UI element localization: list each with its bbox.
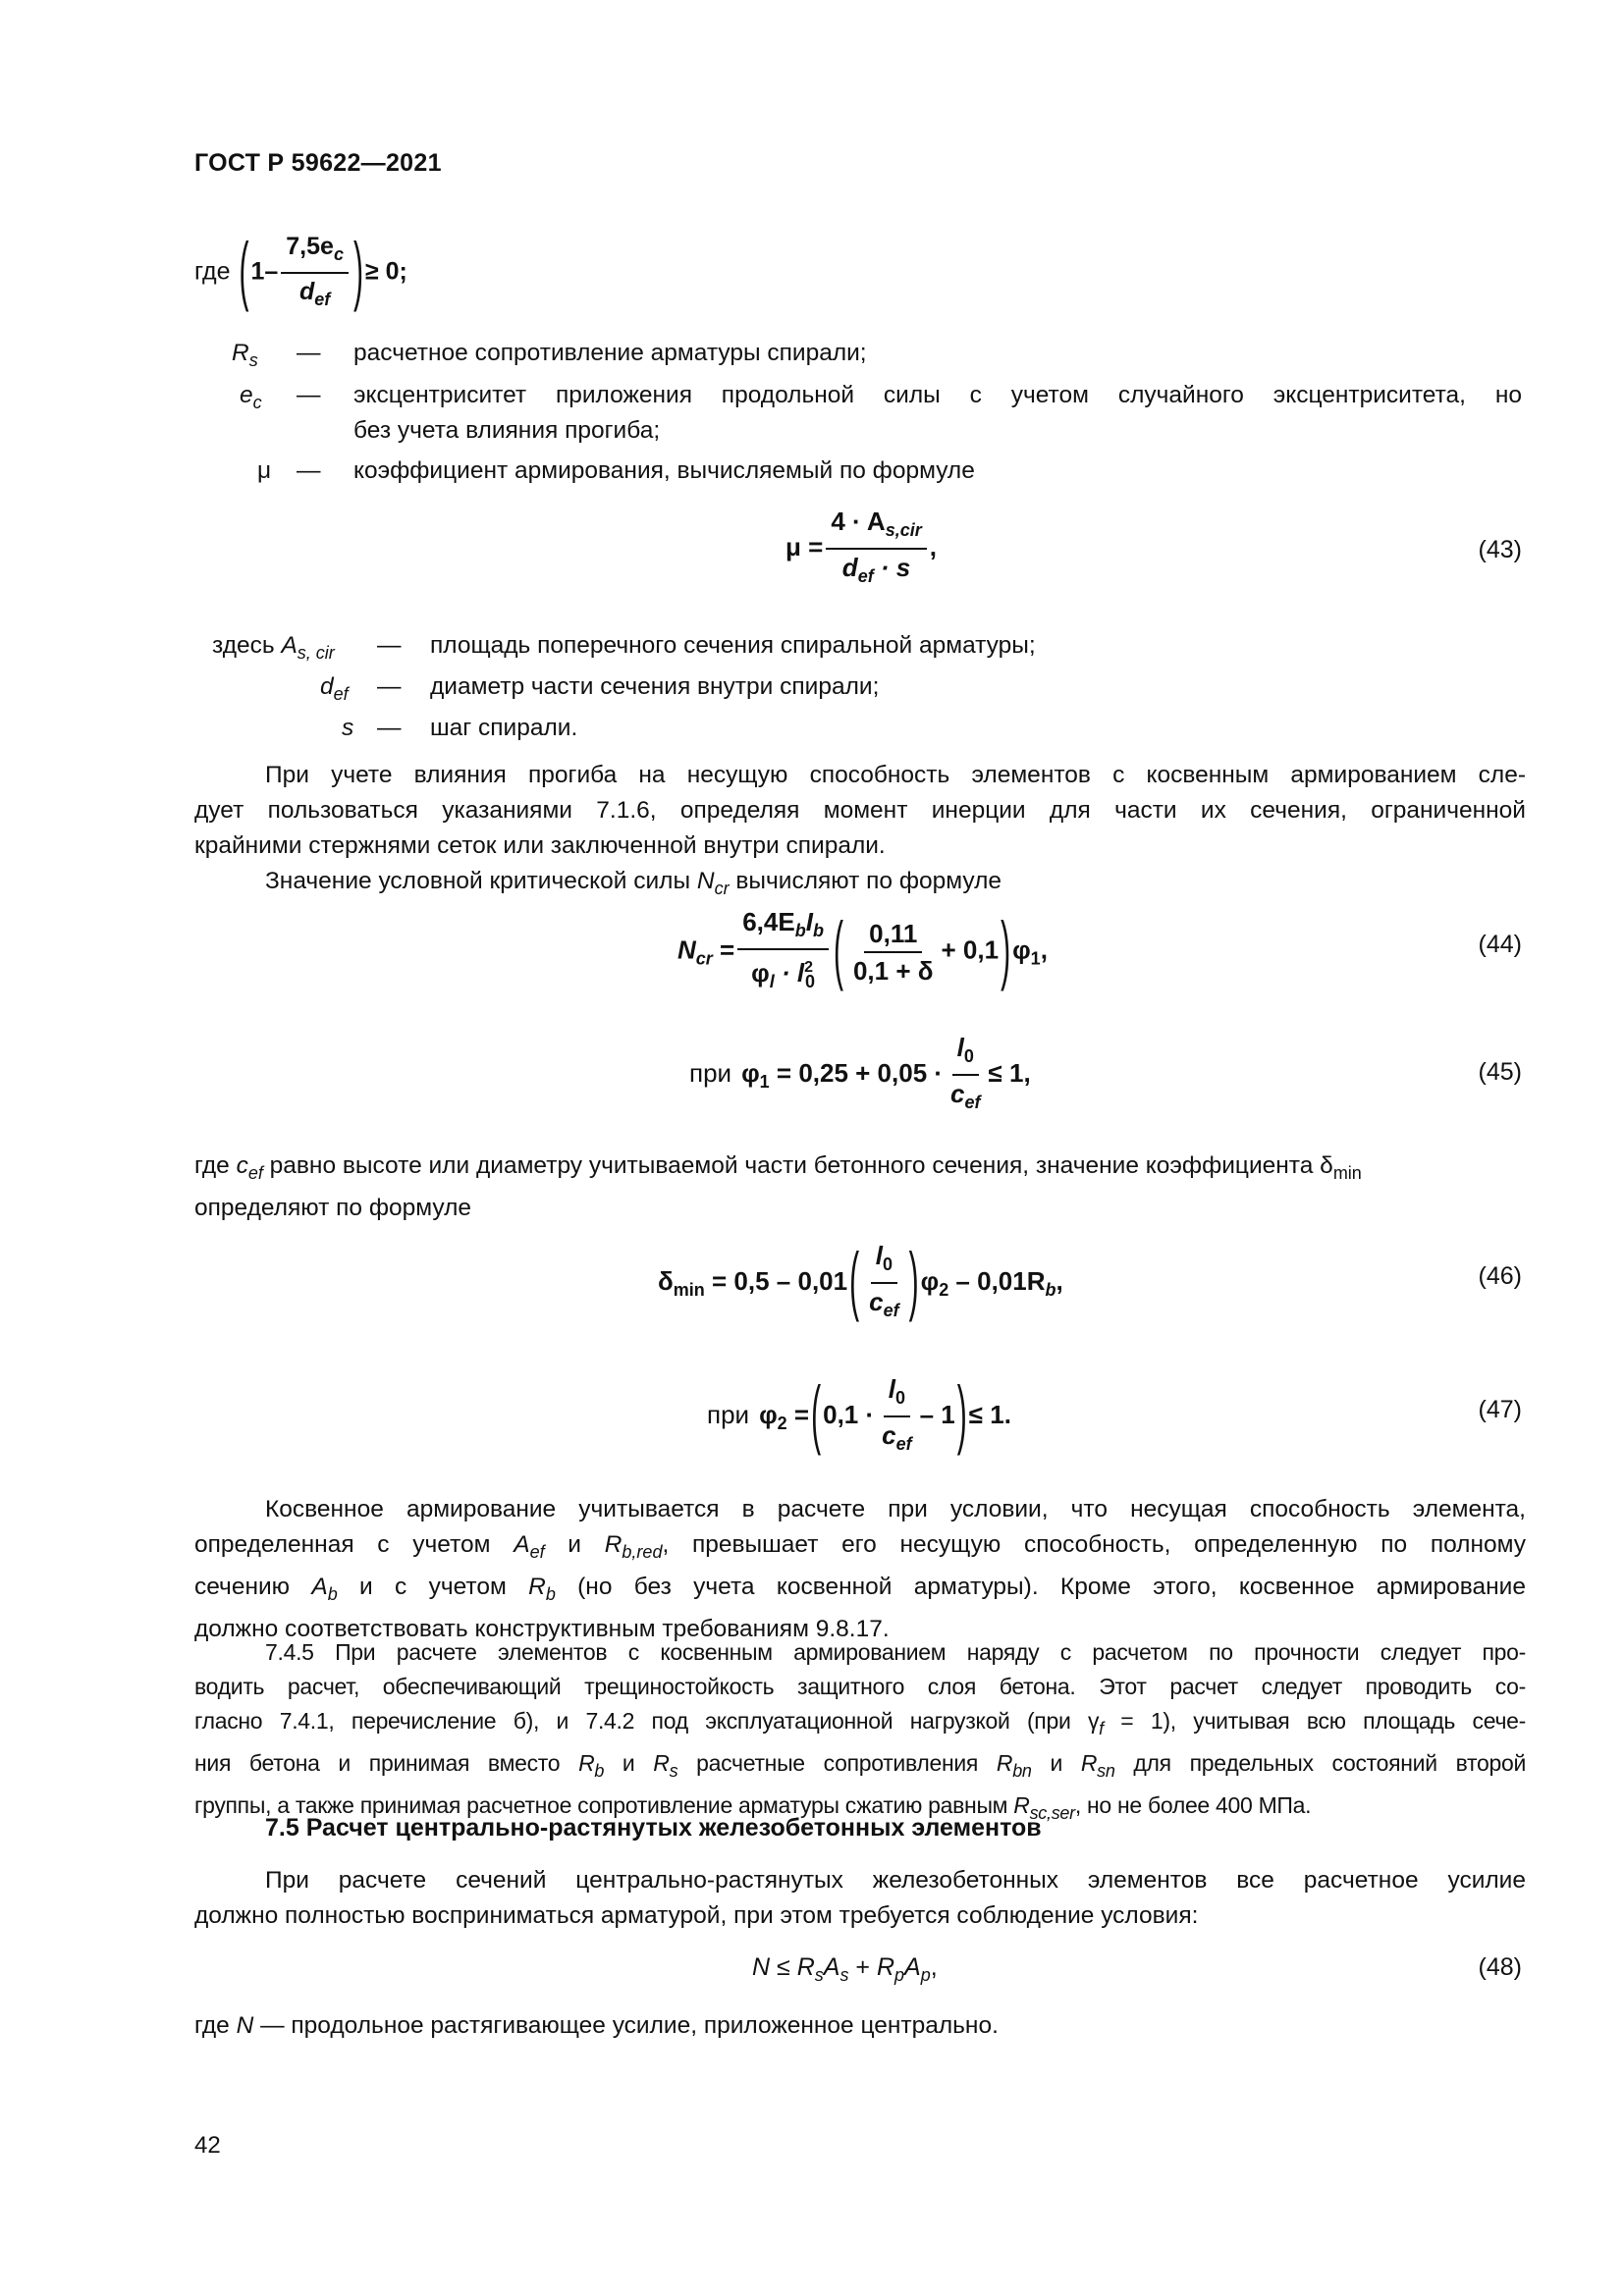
line: должно полностью восприниматься арматурой, при этом требуется соблюдение условия: xyxy=(194,1902,1199,1929)
formula-44: $N_{cr}$ = $\frac{6,4E_bI_b}{\varphi_l \cdot l^2_0}$ ( $\frac{0,11}{0,1 + \delta}$ + $0,1)\varphi_1$, xyxy=(677,907,1048,996)
one: 1 xyxy=(250,257,265,286)
line: определенная с учетом $A_{ef}$ и $R_{b,red}$, превышает его несущую способность, определенную по полному xyxy=(194,1531,1526,1562)
def-dash: — xyxy=(297,457,321,484)
line: сечению $A_b$ и с учетом $R_b$ (но без учета косвенной арматуры). Кроме этого, косвенное армирование xyxy=(194,1574,1526,1604)
fraction: $\frac{l_0}{c_{ef}}$ xyxy=(882,1374,912,1454)
fraction-left: $\frac{6,4E_bI_b}{\varphi_l \cdot l^2_0}$ xyxy=(737,907,829,996)
def-text: диаметр части сечения внутри спирали; xyxy=(430,673,880,700)
lhs: μ = xyxy=(785,531,824,561)
paragraph-n-definition: где N — продольное растягивающее усилие, приложенное центрально. xyxy=(194,2012,999,2039)
line: гласно 7.4.1, перечисление б), и 7.4.2 под эксплуатационной нагрузкой (при $\gamma_f = 1$), учитывая всю площадь сече- xyxy=(194,1708,1526,1738)
formula-number-47: (47) xyxy=(1478,1396,1522,1423)
def-dash: — xyxy=(377,632,402,659)
formula-number-46: (46) xyxy=(1478,1262,1522,1290)
line: группы, а также принимая расчетное сопротивление арматуры сжатию равным $R_{sc,ser}$, но не более 400 МПа. xyxy=(194,1792,1312,1823)
def-dash: — xyxy=(297,340,321,366)
def-symbol: здесь $A_{s, cir}$ xyxy=(212,632,335,663)
num-main: 7,5e xyxy=(286,233,334,260)
line: крайними стержнями сеток или заключенной внутри спирали. xyxy=(194,832,886,859)
formula-48: $N \le R_sA_s + R_pA_p$, xyxy=(752,1953,938,1985)
line: При учете влияния прогиба на несущую способность элементов с косвенным армированием сле- xyxy=(265,762,1526,788)
page-number: 42 xyxy=(194,2132,221,2159)
def-symbol: μ xyxy=(257,457,272,484)
formula-number-43: (43) xyxy=(1478,536,1522,563)
def-symbol: $e_c$ xyxy=(240,382,262,412)
right-paren: ) xyxy=(352,229,363,314)
formula-47: при $\varphi_2 =(0,1$ · $\frac{l_0}{c_{ef}}$ – 1)≤ 1. xyxy=(707,1374,1011,1459)
def-symbol: s xyxy=(342,715,354,741)
line: дует пользоваться указаниями 7.1.6, определяя момент инерции для части их сечения, ограниченной xyxy=(194,797,1526,824)
right-paren: ) xyxy=(956,1372,967,1458)
left-paren: ( xyxy=(239,229,249,314)
fraction: $\frac{l_0}{c_{ef}}$ xyxy=(869,1241,899,1320)
left-paren: ( xyxy=(833,908,843,993)
condition-tail: ≥ 0; xyxy=(364,257,407,286)
line: Значение условной критической силы $N_{cr}$ вычисляют по формуле xyxy=(265,868,1002,898)
formula-number-48: (48) xyxy=(1478,1953,1522,1981)
paragraph-indirect-reinforcement xyxy=(194,1492,1526,1647)
def-text: расчетное сопротивление арматуры спирали; xyxy=(353,340,867,366)
section-heading-7-5: 7.5 Расчет центрально-растянутых железобетонных элементов xyxy=(265,1814,1042,1842)
def-dash: — xyxy=(377,673,402,700)
left-paren: ( xyxy=(811,1372,822,1458)
paragraph-deflection xyxy=(194,758,1526,906)
line: Косвенное армирование учитывается в расчете при условии, что несущая способность элемента, xyxy=(265,1496,1526,1522)
den-main: d xyxy=(298,278,315,305)
eccentricity-fraction xyxy=(281,232,349,314)
fraction-right: $\frac{0,11}{0,1 + \delta}$ xyxy=(852,918,934,986)
fraction: $\frac{4 \cdot A_{s,cir}}{d_{ef} \cdot s}$ xyxy=(826,507,926,591)
line: 7.4.5 При расчете элементов с косвенным армированием наряду с расчетом по прочности следует про- xyxy=(265,1639,1526,1665)
def-text: коэффициент армирования, вычисляемый по формуле xyxy=(353,457,975,484)
paragraph-7-4-5 xyxy=(194,1635,1526,1831)
def-dash: — xyxy=(377,715,402,741)
formula-number-45: (45) xyxy=(1478,1058,1522,1086)
def-text: шаг спирали. xyxy=(430,715,578,741)
def-symbol: $d_{ef}$ xyxy=(320,673,349,704)
condition-formula xyxy=(194,229,407,314)
den-sub: ef xyxy=(314,290,331,309)
line: При расчете сечений центрально-растянутых железобетонных элементов все расчетное усилие xyxy=(265,1867,1526,1894)
right-paren: ) xyxy=(908,1239,919,1324)
formula-number-44: (44) xyxy=(1478,931,1522,958)
formula-46: $\delta_{min} = 0,5 - 0,01$( $\frac{l_0}{c_{ef}}$ )$\varphi_2 - 0,01R_b$, xyxy=(658,1241,1063,1325)
minus: – xyxy=(264,257,279,286)
line: определяют по формуле xyxy=(194,1195,472,1221)
document-header: ГОСТ Р 59622—2021 xyxy=(194,149,442,177)
line: где $c_{ef}$ равно высоте или диаметру учитываемой части бетонного сечения, значение коэффициента $\delta_{min}$ xyxy=(194,1152,1362,1183)
def-dash: — xyxy=(297,382,321,408)
paragraph-tension-elements xyxy=(194,1863,1526,1934)
where-label: где xyxy=(194,257,231,286)
def-text: эксцентриситет приложения продольной силы с учетом случайного эксцентриситета, но xyxy=(353,382,1522,408)
left-paren: ( xyxy=(849,1239,860,1324)
num-sub: c xyxy=(333,244,344,264)
line: водить расчет, обеспечивающий трещиностойкость защитного слоя бетона. Этот расчет следует проводить со- xyxy=(194,1674,1526,1699)
line: ния бетона и принимая вместо $R_b$ и $R_s$ расчетные сопротивления $R_{bn}$ и $R_{sn}$ для предельных состояний второй xyxy=(194,1750,1527,1781)
def-text-continued: без учета влияния прогиба; xyxy=(353,417,661,444)
formula-45: при $\varphi_1 = 0,25 + 0,05$ · $\frac{l_0}{c_{ef}}$ ≤ 1, xyxy=(689,1033,1031,1117)
fraction: $\frac{l_0}{c_{ef}}$ xyxy=(950,1033,981,1112)
paragraph-cef xyxy=(194,1148,1526,1226)
formula-43: μ = $\frac{4 \cdot A_{s,cir}}{d_{ef} \cdot s}$ , xyxy=(785,507,937,591)
def-text: площадь поперечного сечения спиральной арматуры; xyxy=(430,632,1036,659)
right-paren: ) xyxy=(1001,908,1011,993)
line: должно соответствовать конструктивным требованиям 9.8.17. xyxy=(194,1616,890,1642)
def-symbol: $R_s$ xyxy=(232,340,258,370)
